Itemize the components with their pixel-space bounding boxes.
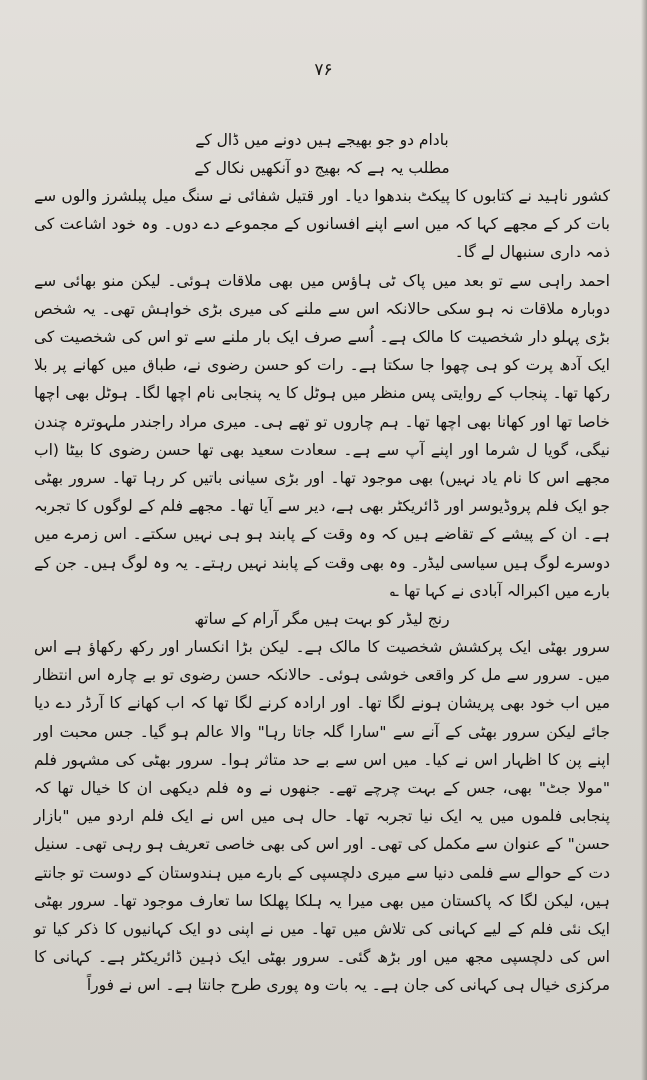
couplet-line: رنج لیڈر کو بہت ہیں مگر آرام کے ساتھ: [194, 610, 450, 629]
paragraph-2: احمد راہی سے تو بعد میں پاک ٹی ہاؤس میں بھی ملاقات ہوئی۔ لیکن منو بھائی سے دوبارہ ملاقات نہ ہو سکی حالانکہ اس سے ملنے کی میری بڑی خواہش تھی۔ یہ شخص بڑی پہلو دار شخصیت کا مالک ہے۔ اُسے صرف ایک بار ملنے سے تو اس کی شخصیت کی ایک آدھ پرت کو ہی چھوا جا سکتا ہے۔ رات کو حسن رضوی نے، طباق میں کھانے پر بلا رکھا تھا۔ پنجاب کے روایتی پس منظر میں ہوٹل کا یہ پنجابی نام اچھا لگا۔ ہوٹل بھی اچھا خاصا تھا اور کھانا بھی اچھا تھا۔ ہم چاروں تو تھے ہی۔ میری مراد راجندر ملہوترہ چندن نیگی، گویا ل شرما اور اپنے آپ سے ہے۔ سعادت سعید بھی تھا حسن رضوی کا بیٹا (اب مجھے اس کا نام یاد نہیں) بھی موجود تھا۔ اور بڑی سیانی باتیں کر رہا تھا۔ سرور بھٹی جو ایک فلم پروڈیوسر اور ڈائریکٹر بھی ہے، دیر سے آیا تھا۔ مجھے فلم کے لوگوں کا تجربہ ہے۔ ان کے پیشے کے تقاضے ہیں کہ وہ وقت کے پابند ہو ہی نہیں سکتے۔ اس زمرے میں دوسرے لوگ ہیں سیاسی لیڈر۔ وہ بھی وقت کے پابند نہیں رہتے۔ یہ وہ لوگ ہیں۔ جن کے بارے میں اکبرالہ آبادی نے کہا تھا ؎: [34, 271, 610, 600]
verse-line-2: مطلب یہ ہے کہ بھیج دو آنکھیں نکال کے: [194, 159, 450, 177]
paragraph-3: سرور بھٹی ایک پرکشش شخصیت کا مالک ہے۔ لیکن بڑا انکسار اور رکھ رکھاؤ ہے اس میں۔ سرور سے مل کر واقعی خوشی ہوئی۔ حالانکہ حسن رضوی تو بے چارہ اس انتظار میں اب خود بھی پریشان ہونے لگا تھا۔ اور ارادہ کرنے لگا تھا کہ اب کھانے کا آرڈر دے دیا جائے لیکن سرور بھٹی کے آنے سے "سارا گلہ جاتا رہا" والا عالم ہو گیا۔ جس محبت اور اپنے پن کا اظہار اس نے کیا۔ میں اس سے بے حد متاثر ہوا۔ سرور بھٹی کی مشہور فلم "مولا جٹ" بھی، جس کے بہت چرچے تھے۔ جنھوں نے وہ فلم دیکھی ان کا خیال تھا کہ پنجابی فلموں میں یہ ایک نیا تجربہ تھا۔ حال ہی میں اس نے ایک فلم اردو میں "بازار حسن" کے عنوان سے مکمل کی تھی۔ اور اس کی بھی خاصی تعریف ہو رہی تھی۔ سنیل دت کے حوالے سے فلمی دنیا سے میری دلچسپی کے بارے میں ہندوستان کے دوست تو جانتے ہیں، لیکن لگا کہ پاکستان میں بھی میرا یہ ہلکا پھلکا سا تعارف موجود تھا۔ سرور بھٹی ایک نئی فلم کے لیے کہانی کی تلاش میں تھا۔ میں نے اپنی دو ایک کہانیوں کا ذکر کیا تو اس کی دلچسپی مجھ میں اور بڑھ گئی۔ سرور بھٹی ایک ذہین ڈائریکٹر ہے۔ کہانی کا مرکزی خیال ہی کہانی کی جان ہے۔ یہ بات وہ پوری طرح جانتا ہے۔ اس نے فوراً: [34, 638, 610, 995]
verse-line-1: بادام دو جو بھیجے ہیں دونے میں ڈال کے: [195, 131, 449, 149]
paragraph-1: کشور ناہید نے کتابوں کا پیکٹ بندھوا دیا۔ اور قتیل شفائی نے سنگ میل پبلشرز والوں سے بات کر کے مجھے کہا کہ میں اسے اپنے افسانوں کے مجموعے دے دوں۔ وہ خود اشاعت کی ذمہ داری سنبھال لے گا۔: [34, 187, 610, 262]
page-number: ۷۶: [314, 60, 333, 80]
page-body: [34, 126, 610, 1000]
